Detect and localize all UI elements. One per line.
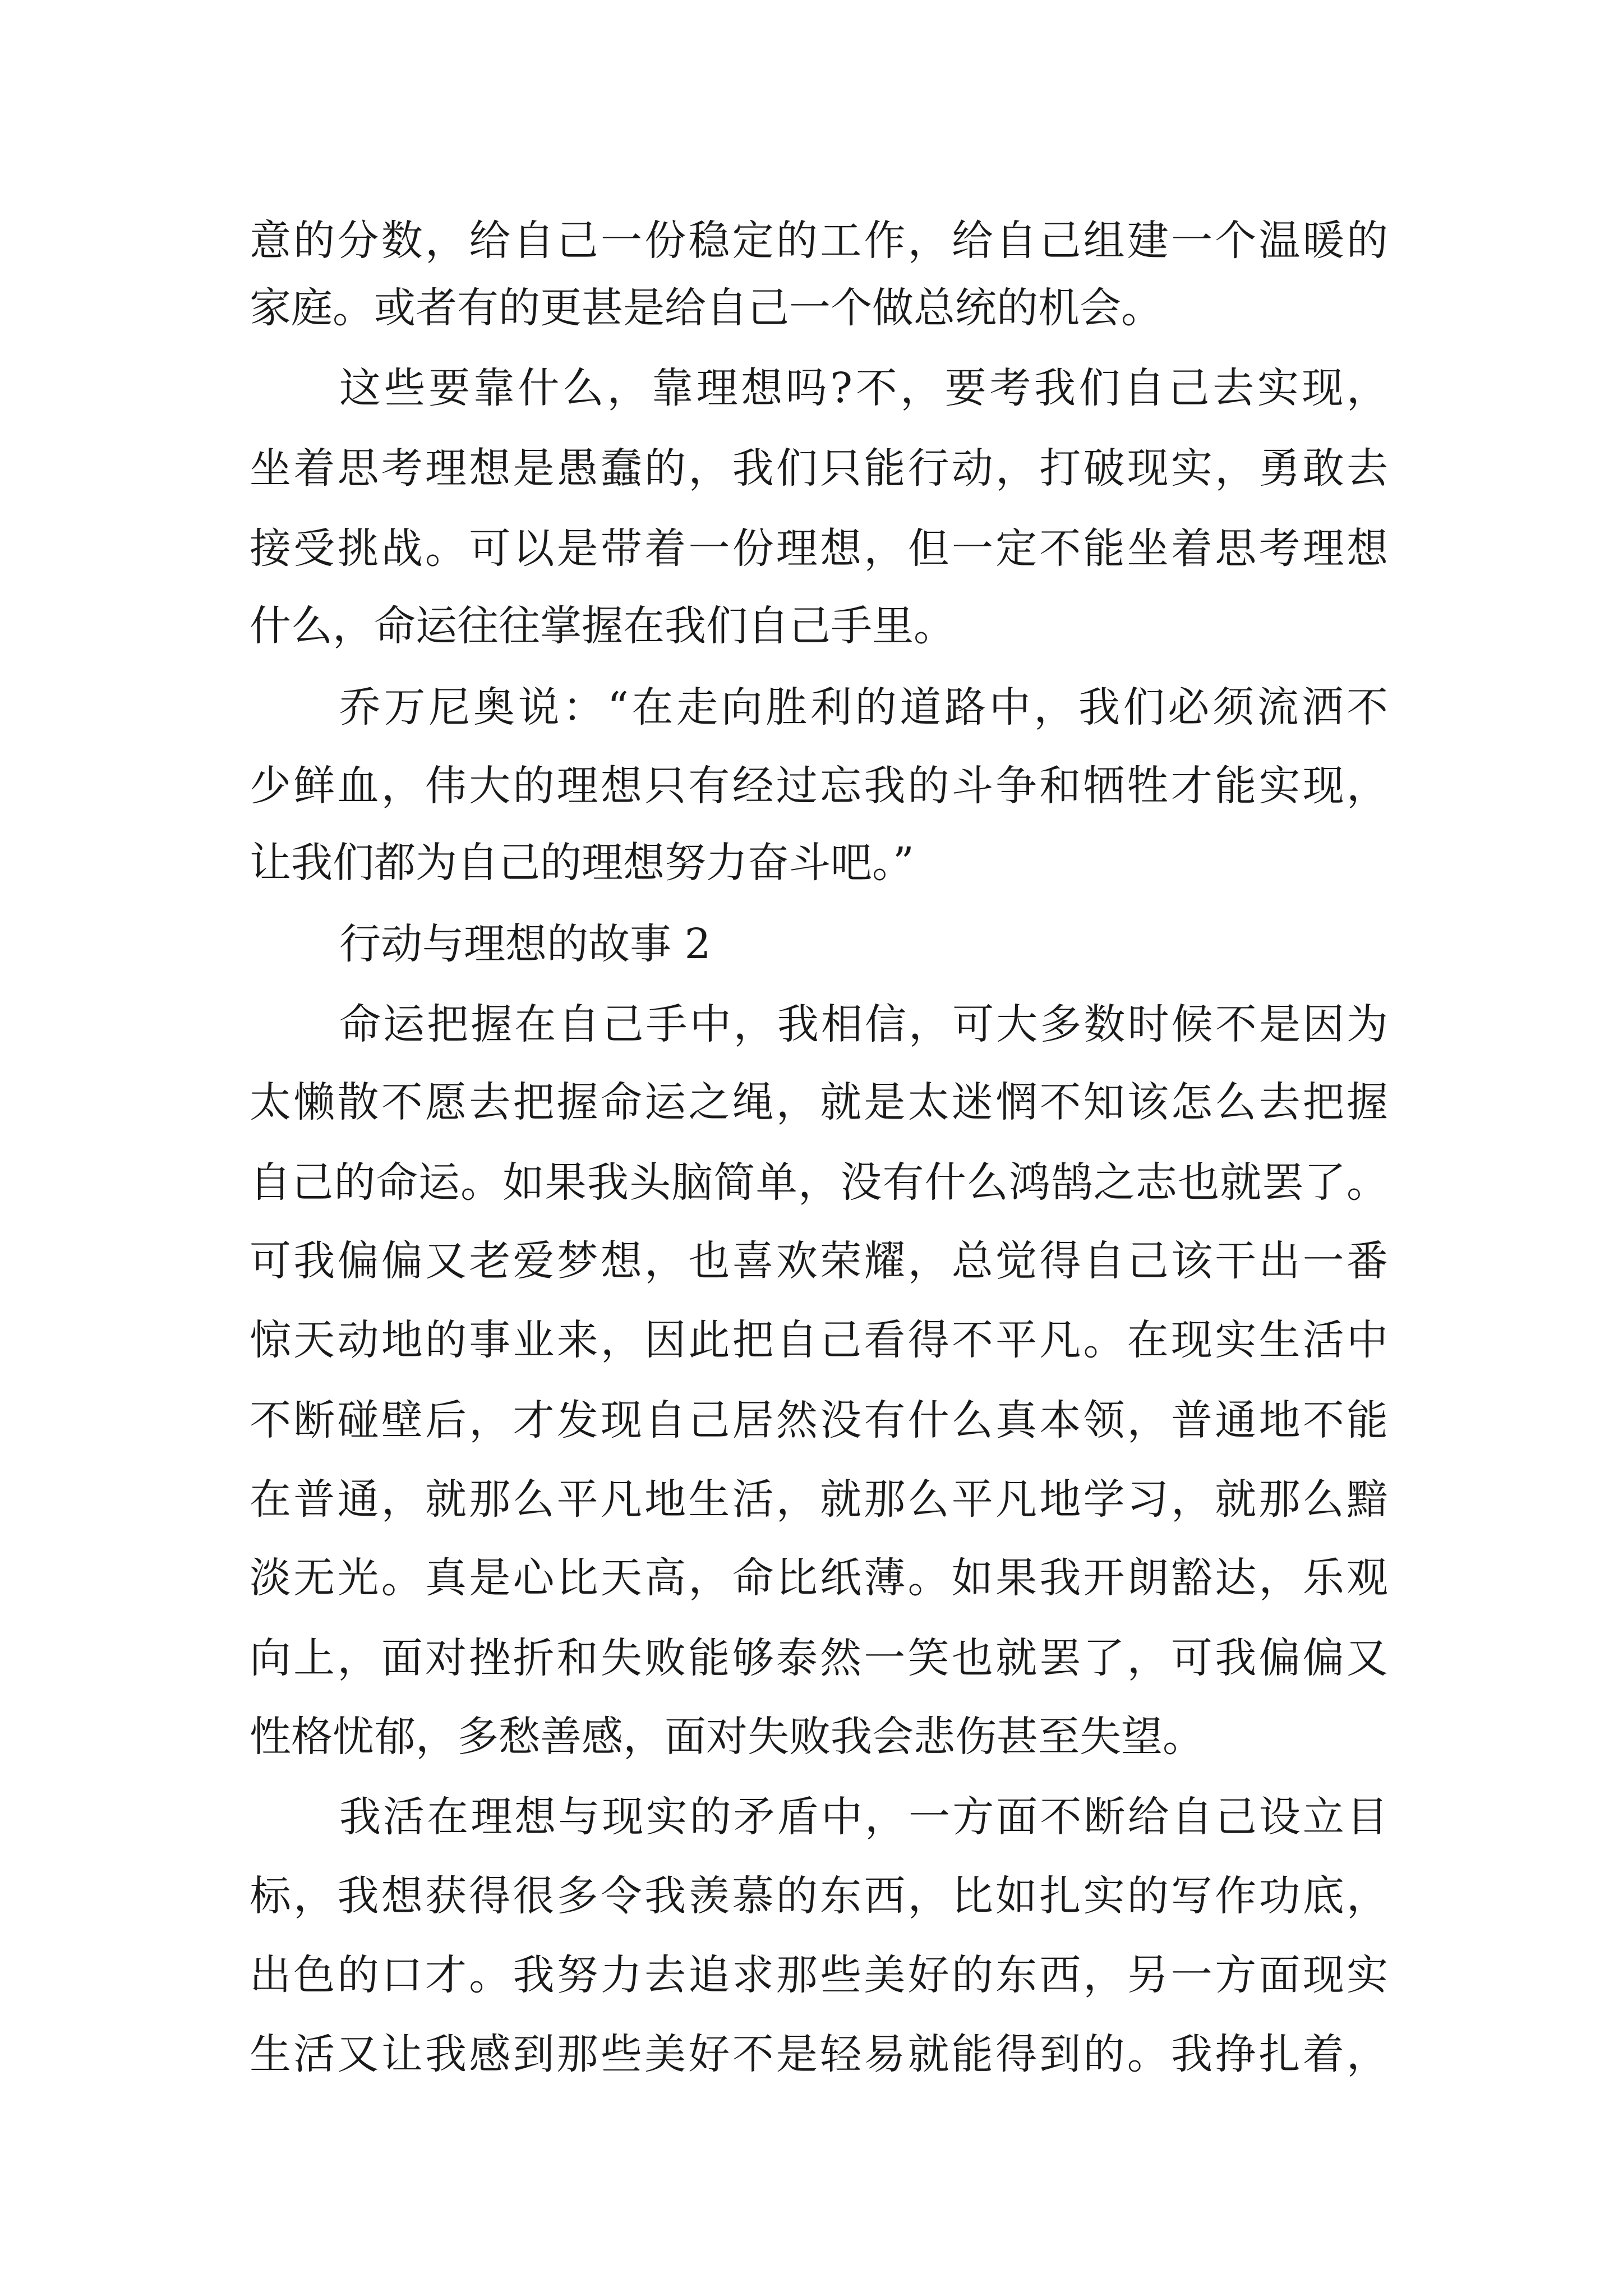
text-line: 家庭。或者有的更甚是给自己一个做总统的机会。 <box>250 284 1163 332</box>
text-line: 少鲜血，伟大的理想只有经过忘我的斗争和牺牲才能实现， <box>250 762 1388 810</box>
text-line: 性格忧郁，多愁善感，面对失败我会悲伤甚至失望。 <box>250 1713 1204 1761</box>
text-line: 太懒散不愿去把握命运之绳，就是太迷惘不知该怎么去把握 <box>250 1078 1388 1126</box>
text-line: 乔万尼奥说：“在走向胜利的道路中，我们必须流洒不 <box>339 683 1388 731</box>
text-line: 我活在理想与现实的矛盾中，一方面不断给自己设立目 <box>339 1793 1388 1841</box>
text-line: 向上，面对挫折和失败能够泰然一笑也就罢了，可我偏偏又 <box>250 1634 1388 1682</box>
text-line: 出色的口才。我努力去追求那些美好的东西，另一方面现实 <box>250 1951 1388 1999</box>
text-line: 命运把握在自己手中，我相信，可大多数时候不是因为 <box>339 1000 1388 1048</box>
text-line: 在普通，就那么平凡地生活，就那么平凡地学习，就那么黯 <box>250 1475 1388 1524</box>
text-line: 不断碰壁后，才发现自己居然没有什么真本领，普通地不能 <box>250 1396 1388 1444</box>
text-line: 惊天动地的事业来，因此把自己看得不平凡。在现实生活中 <box>250 1316 1388 1364</box>
text-line: 什么，命运往往掌握在我们自己手里。 <box>250 602 955 650</box>
text-line: 让我们都为自己的理想努力奋斗吧。” <box>250 839 914 887</box>
text-line: 意的分数，给自己一份稳定的工作，给自己组建一个温暖的 <box>250 217 1388 265</box>
section-heading: 行动与理想的故事 2 <box>339 920 711 968</box>
text-line: 这些要靠什么，靠理想吗?不，要考我们自己去实现， <box>339 364 1388 412</box>
text-line: 坐着思考理想是愚蠢的，我们只能行动，打破现实，勇敢去 <box>250 444 1388 493</box>
text-line: 接受挑战。可以是带着一份理想，但一定不能坐着思考理想 <box>250 524 1388 573</box>
text-line: 标，我想获得很多令我羡慕的东西，比如扎实的写作功底， <box>250 1872 1388 1920</box>
text-line: 自己的命运。如果我头脑简单，没有什么鸿鹄之志也就罢了。 <box>250 1158 1388 1207</box>
text-line: 淡无光。真是心比天高，命比纸薄。如果我开朗豁达，乐观 <box>250 1554 1388 1602</box>
text-line: 可我偏偏又老爱梦想，也喜欢荣耀，总觉得自己该干出一番 <box>250 1237 1388 1285</box>
text-line: 生活又让我感到那些美好不是轻易就能得到的。我挣扎着， <box>250 2030 1388 2078</box>
